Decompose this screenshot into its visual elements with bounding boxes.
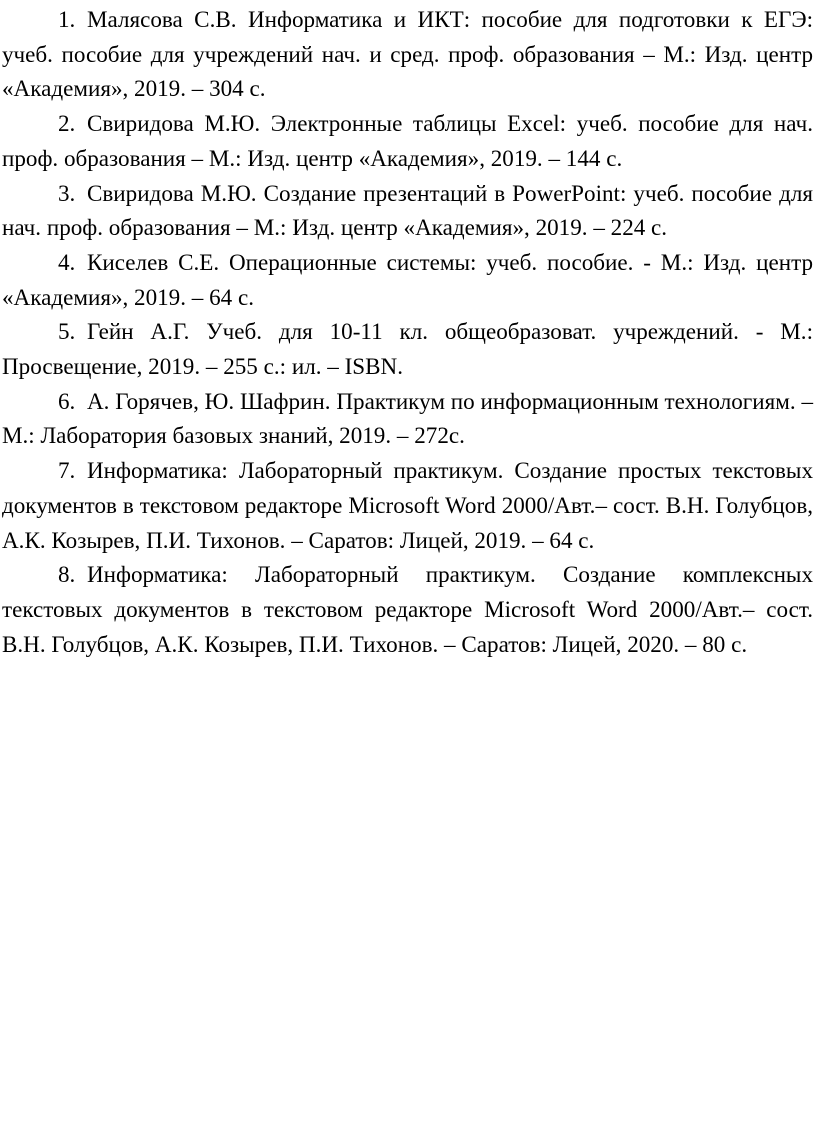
reference-item [2,2,813,106]
reference-number: 3. [58,179,76,206]
reference-number: 7. [58,457,76,484]
reference-item [2,245,813,314]
reference-text: Свиридова М.Ю. Создание презентаций в PowerPoint: учеб. пособие для нач. проф. образования – М.: Изд. центр «Академия», 2019. – 224 с. [2,179,813,241]
reference-text: Киселев С.Е. Операционные системы: учеб. пособие. - М.: Изд. центр «Академия», 2019. – 64 с. [2,248,813,310]
reference-number: 1. [58,6,76,32]
reference-item [2,557,813,661]
reference-text: Свиридова М.Ю. Электронные таблицы Excel: учеб. пособие для нач. проф. образования – М.: Изд. центр «Академия», 2019. – 144 с. [2,110,813,171]
reference-text: А. Горячев, Ю. Шафрин. Практикум по информационным технологиям. – М.: Лаборатория базовых знаний, 2019. – 272с. [2,387,813,449]
reference-number: 6. [58,387,76,414]
reference-number: 5. [58,318,76,345]
reference-number: 8. [58,561,76,588]
reference-item [2,314,813,383]
reference-item [2,176,813,245]
reference-number: 4. [58,248,76,275]
reference-item [2,453,813,557]
reference-text: Информатика: Лабораторный практикум. Создание простых текстовых документов в текстовом редакторе Microsoft Word 2000/Авт.– сост. В.Н. Голубцов, А.К. Козырев, П.И. Тихонов. – Саратов: Лицей, 2019. – 64 с. [2,457,813,553]
reference-list [2,2,813,661]
reference-item [2,384,813,453]
reference-text: Информатика: Лабораторный практикум. Создание комплексных текстовых документов в текстовом редакторе Microsoft Word 2000/Авт.– сост. В.Н. Голубцов, А.К. Козырев, П.И. Тихонов. – Саратов: Лицей, 2020. – 80 с. [2,561,813,657]
reference-number: 2. [58,110,76,137]
reference-item [2,106,813,175]
reference-text: Малясова С.В. Информатика и ИКТ: пособие для подготовки к ЕГЭ: учеб. пособие для учреждений нач. и сред. проф. образования – М.: Изд. центр «Академия», 2019. – 304 с. [2,6,813,102]
reference-text: Гейн А.Г. Учеб. для 10-11 кл. общеобразоват. учреждений. - М.: Просвещение, 2019. – 255 с.: ил. – ISBN. [2,318,813,380]
